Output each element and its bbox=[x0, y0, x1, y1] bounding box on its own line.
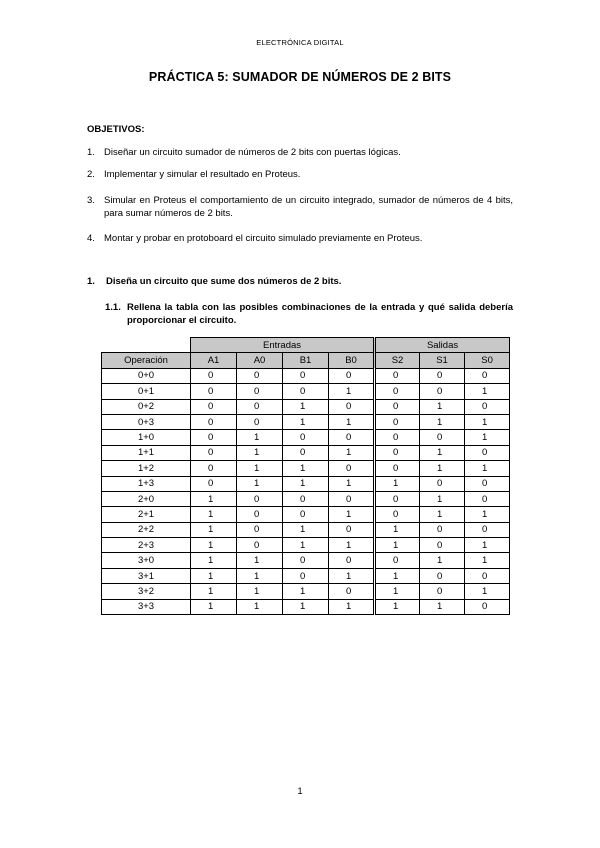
table-row bbox=[102, 491, 510, 506]
table-corner bbox=[102, 338, 191, 353]
cell-operation: 3+2 bbox=[102, 584, 191, 599]
table-row bbox=[102, 445, 510, 460]
cell-s0: 1 bbox=[465, 414, 510, 429]
table-row bbox=[102, 461, 510, 476]
cell-s0: 0 bbox=[465, 445, 510, 460]
objective-number: 3. bbox=[87, 195, 95, 206]
cell-s2: 1 bbox=[375, 599, 420, 614]
cell-a0: 0 bbox=[237, 538, 283, 553]
truth-table-body bbox=[102, 368, 510, 614]
cell-s0: 0 bbox=[465, 368, 510, 383]
cell-operation: 2+2 bbox=[102, 522, 191, 537]
cell-a0: 1 bbox=[237, 476, 283, 491]
cell-a1: 0 bbox=[191, 368, 237, 383]
cell-a0: 0 bbox=[237, 368, 283, 383]
cell-b1: 0 bbox=[283, 568, 329, 583]
cell-b1: 0 bbox=[283, 553, 329, 568]
cell-s0: 1 bbox=[465, 430, 510, 445]
cell-operation: 3+3 bbox=[102, 599, 191, 614]
objective-text: Diseñar un circuito sumador de números de 2 bits con puertas lógicas. bbox=[104, 147, 401, 158]
cell-b0: 1 bbox=[329, 507, 375, 522]
cell-s1: 0 bbox=[420, 430, 465, 445]
cell-a0: 1 bbox=[237, 430, 283, 445]
cell-b1: 1 bbox=[283, 599, 329, 614]
section-number: 1. bbox=[87, 276, 95, 287]
cell-b1: 1 bbox=[283, 522, 329, 537]
cell-s2: 1 bbox=[375, 522, 420, 537]
table-row bbox=[102, 384, 510, 399]
table-row bbox=[102, 368, 510, 383]
cell-b0: 0 bbox=[329, 461, 375, 476]
cell-s1: 0 bbox=[420, 368, 465, 383]
cell-operation: 0+0 bbox=[102, 368, 191, 383]
subsection-text: Rellena la tabla con las posibles combinaciones de la entrada y qué salida debería proporcionar el circuito. bbox=[127, 302, 513, 326]
cell-operation: 1+3 bbox=[102, 476, 191, 491]
cell-a0: 1 bbox=[237, 568, 283, 583]
cell-s1: 0 bbox=[420, 568, 465, 583]
cell-b1: 1 bbox=[283, 414, 329, 429]
cell-a0: 1 bbox=[237, 599, 283, 614]
cell-b0: 1 bbox=[329, 538, 375, 553]
cell-s2: 0 bbox=[375, 445, 420, 460]
cell-operation: 3+1 bbox=[102, 568, 191, 583]
cell-s1: 0 bbox=[420, 538, 465, 553]
section-title: Diseña un circuito que sume dos números de 2 bits. bbox=[106, 276, 342, 287]
objective-number: 1. bbox=[87, 147, 95, 158]
cell-operation: 1+0 bbox=[102, 430, 191, 445]
table-row bbox=[102, 584, 510, 599]
cell-a1: 0 bbox=[191, 445, 237, 460]
cell-a1: 0 bbox=[191, 476, 237, 491]
cell-operation: 0+3 bbox=[102, 414, 191, 429]
column-header-a1: A1 bbox=[191, 353, 237, 368]
page-number: 1 bbox=[297, 786, 303, 797]
cell-s2: 0 bbox=[375, 491, 420, 506]
cell-s2: 1 bbox=[375, 538, 420, 553]
cell-a0: 1 bbox=[237, 445, 283, 460]
column-header-s1: S1 bbox=[420, 353, 465, 368]
cell-a1: 1 bbox=[191, 553, 237, 568]
cell-a1: 0 bbox=[191, 399, 237, 414]
cell-s0: 0 bbox=[465, 491, 510, 506]
table-row bbox=[102, 507, 510, 522]
cell-a0: 0 bbox=[237, 507, 283, 522]
cell-b0: 1 bbox=[329, 476, 375, 491]
cell-b0: 0 bbox=[329, 584, 375, 599]
cell-b1: 1 bbox=[283, 584, 329, 599]
truth-table bbox=[101, 337, 510, 615]
cell-s0: 1 bbox=[465, 553, 510, 568]
cell-s0: 0 bbox=[465, 522, 510, 537]
cell-s2: 0 bbox=[375, 368, 420, 383]
cell-b0: 1 bbox=[329, 445, 375, 460]
cell-s1: 0 bbox=[420, 584, 465, 599]
objective-number: 4. bbox=[87, 233, 95, 244]
cell-a1: 0 bbox=[191, 384, 237, 399]
cell-a0: 1 bbox=[237, 584, 283, 599]
column-header-b1: B1 bbox=[283, 353, 329, 368]
cell-s0: 1 bbox=[465, 384, 510, 399]
cell-s1: 1 bbox=[420, 507, 465, 522]
cell-s2: 0 bbox=[375, 507, 420, 522]
cell-operation: 0+1 bbox=[102, 384, 191, 399]
cell-operation: 1+2 bbox=[102, 461, 191, 476]
cell-a1: 1 bbox=[191, 538, 237, 553]
cell-s1: 1 bbox=[420, 599, 465, 614]
cell-b1: 0 bbox=[283, 445, 329, 460]
cell-b1: 1 bbox=[283, 476, 329, 491]
cell-s0: 1 bbox=[465, 507, 510, 522]
column-header-s0: S0 bbox=[465, 353, 510, 368]
cell-b0: 1 bbox=[329, 384, 375, 399]
column-header-a0: A0 bbox=[237, 353, 283, 368]
cell-s2: 0 bbox=[375, 553, 420, 568]
cell-a0: 0 bbox=[237, 491, 283, 506]
cell-s2: 0 bbox=[375, 384, 420, 399]
cell-a1: 1 bbox=[191, 522, 237, 537]
cell-s1: 0 bbox=[420, 384, 465, 399]
table-row bbox=[102, 414, 510, 429]
cell-b0: 0 bbox=[329, 522, 375, 537]
cell-s0: 1 bbox=[465, 584, 510, 599]
cell-s0: 0 bbox=[465, 568, 510, 583]
table-row bbox=[102, 476, 510, 491]
cell-a1: 1 bbox=[191, 507, 237, 522]
cell-b1: 0 bbox=[283, 368, 329, 383]
cell-a0: 1 bbox=[237, 461, 283, 476]
cell-b0: 0 bbox=[329, 491, 375, 506]
cell-b1: 0 bbox=[283, 507, 329, 522]
cell-s1: 1 bbox=[420, 399, 465, 414]
cell-b1: 1 bbox=[283, 461, 329, 476]
cell-operation: 3+0 bbox=[102, 553, 191, 568]
cell-b0: 0 bbox=[329, 399, 375, 414]
cell-a1: 0 bbox=[191, 414, 237, 429]
objective-text: Implementar y simular el resultado en Proteus. bbox=[104, 169, 301, 180]
cell-b1: 1 bbox=[283, 399, 329, 414]
outputs-group-header: Salidas bbox=[375, 338, 510, 353]
cell-b0: 1 bbox=[329, 414, 375, 429]
cell-s2: 1 bbox=[375, 476, 420, 491]
objective-text: Simular en Proteus el comportamiento de un circuito integrado, sumador de números de 4 bits, para sumar números de 2 bits. bbox=[104, 195, 513, 219]
cell-s0: 1 bbox=[465, 538, 510, 553]
objectives-heading: OBJETIVOS: bbox=[87, 124, 145, 135]
table-row bbox=[102, 553, 510, 568]
cell-b0: 0 bbox=[329, 368, 375, 383]
cell-s0: 0 bbox=[465, 599, 510, 614]
cell-operation: 2+3 bbox=[102, 538, 191, 553]
cell-a1: 1 bbox=[191, 584, 237, 599]
column-header-operation: Operación bbox=[102, 353, 191, 368]
table-row bbox=[102, 538, 510, 553]
objective-text: Montar y probar en protoboard el circuito simulado previamente en Proteus. bbox=[104, 233, 423, 244]
cell-s1: 1 bbox=[420, 461, 465, 476]
cell-s0: 0 bbox=[465, 399, 510, 414]
cell-a1: 0 bbox=[191, 430, 237, 445]
cell-b0: 1 bbox=[329, 568, 375, 583]
cell-a1: 1 bbox=[191, 568, 237, 583]
inputs-group-header: Entradas bbox=[191, 338, 375, 353]
cell-operation: 2+0 bbox=[102, 491, 191, 506]
cell-b1: 0 bbox=[283, 384, 329, 399]
cell-b0: 0 bbox=[329, 430, 375, 445]
cell-s2: 1 bbox=[375, 568, 420, 583]
cell-s2: 1 bbox=[375, 584, 420, 599]
cell-s1: 1 bbox=[420, 414, 465, 429]
cell-s1: 0 bbox=[420, 522, 465, 537]
cell-b1: 0 bbox=[283, 491, 329, 506]
cell-operation: 2+1 bbox=[102, 507, 191, 522]
cell-s2: 0 bbox=[375, 399, 420, 414]
cell-b1: 0 bbox=[283, 430, 329, 445]
table-row bbox=[102, 430, 510, 445]
cell-s0: 0 bbox=[465, 476, 510, 491]
cell-s1: 1 bbox=[420, 445, 465, 460]
cell-a1: 1 bbox=[191, 491, 237, 506]
cell-s1: 1 bbox=[420, 553, 465, 568]
cell-operation: 1+1 bbox=[102, 445, 191, 460]
cell-s2: 0 bbox=[375, 430, 420, 445]
cell-b0: 0 bbox=[329, 553, 375, 568]
cell-a0: 0 bbox=[237, 414, 283, 429]
cell-s2: 0 bbox=[375, 414, 420, 429]
cell-b0: 1 bbox=[329, 599, 375, 614]
cell-s0: 1 bbox=[465, 461, 510, 476]
cell-a0: 0 bbox=[237, 384, 283, 399]
cell-a0: 1 bbox=[237, 553, 283, 568]
table-row bbox=[102, 599, 510, 614]
cell-s2: 0 bbox=[375, 461, 420, 476]
cell-s1: 1 bbox=[420, 491, 465, 506]
page-header: ELECTRÓNICA DIGITAL bbox=[256, 38, 344, 47]
subsection-number: 1.1. bbox=[105, 302, 121, 313]
objective-number: 2. bbox=[87, 169, 95, 180]
column-header-s2: S2 bbox=[375, 353, 420, 368]
cell-b1: 1 bbox=[283, 538, 329, 553]
table-row bbox=[102, 399, 510, 414]
cell-operation: 0+2 bbox=[102, 399, 191, 414]
cell-s1: 0 bbox=[420, 476, 465, 491]
column-header-b0: B0 bbox=[329, 353, 375, 368]
cell-a0: 0 bbox=[237, 399, 283, 414]
page-title: PRÁCTICA 5: SUMADOR DE NÚMEROS DE 2 BITS bbox=[148, 70, 452, 84]
cell-a1: 1 bbox=[191, 599, 237, 614]
table-row bbox=[102, 522, 510, 537]
cell-a0: 0 bbox=[237, 522, 283, 537]
cell-a1: 0 bbox=[191, 461, 237, 476]
table-row bbox=[102, 568, 510, 583]
